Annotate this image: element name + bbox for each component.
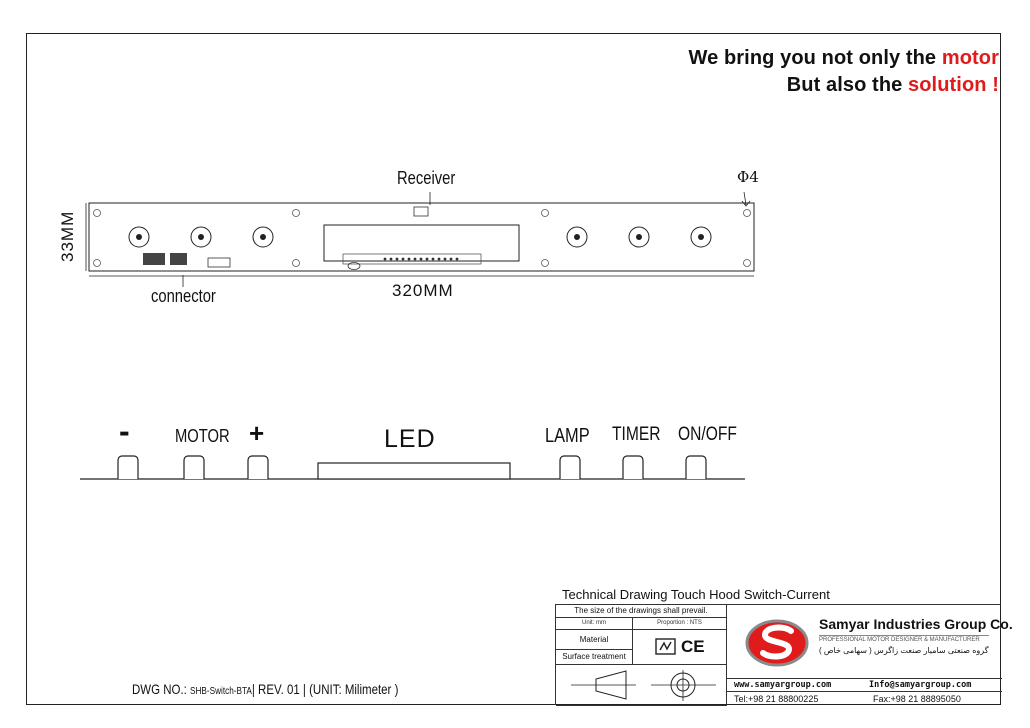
contact-web-row [727,679,1002,692]
slogan-text: We bring you not only the [688,47,942,69]
drawing-title: Technical Drawing Touch Hood Switch-Current [562,587,830,602]
front-panel-drawing [0,440,1030,490]
projection-symbol [556,665,727,706]
phi-label: Φ4 [737,168,759,186]
first-angle-projection-icon [556,665,727,706]
proportion-cell: Proportion : NTS [633,618,727,630]
prevail-note: The size of the drawings shall prevail. [556,605,727,618]
standard-mark-icon [655,638,677,656]
dwg-number: SHB-Switch-BTA [190,686,252,697]
lamp-label: LAMP [545,425,590,447]
led-label: LED [384,425,436,453]
cert-marks [633,630,727,665]
unit-note: (UNIT: Milimeter ) [309,681,399,697]
company-tagline: PROFESSIONAL MOTOR DESIGNER & MANUFACTURER [819,635,989,643]
minus-button-label: - [119,413,130,449]
dwg-prefix: DWG NO.: [132,681,187,697]
company-persian-name: گروه صنعتی سامیار صنعت زاگرس ( سهامی خاص ) [819,646,989,655]
company-name: Samyar Industries Group Co. [819,616,1013,632]
contact-phone-row [727,692,1002,706]
slogan-highlight: solution ! [908,74,999,96]
revision: REV. 01 [258,681,300,697]
ce-mark: CE [681,637,705,656]
pcb-drawing [0,0,1030,330]
material-cell: Material [556,630,633,650]
connector-label: connector [151,286,216,306]
plus-button-label: + [249,418,265,448]
slogan-text: But also the [786,74,909,96]
receiver-label: Receiver [397,168,456,188]
dwg-number-line [132,681,398,697]
separator: | [302,681,306,697]
email-link[interactable]: Info@samyargroup.com [869,680,972,690]
timer-label: TIMER [612,424,661,445]
fax: Fax:+98 21 88895050 [873,694,961,704]
company-header [727,605,1013,679]
onoff-label: ON/OFF [678,424,737,445]
telephone: Tel:+98 21 88800225 [734,694,819,704]
height-dimension: 33MM [58,210,77,262]
unit-cell: Unit: mm [556,618,633,630]
slogan-highlight: motor [941,47,999,69]
website-link[interactable]: www.samyargroup.com [734,680,832,690]
width-dimension: 320MM [392,281,454,300]
title-block [555,604,1013,705]
separator: | [251,681,255,697]
motor-label: MOTOR [175,426,230,446]
surface-cell: Surface treatment [556,650,633,665]
samyar-logo-icon [741,611,813,675]
